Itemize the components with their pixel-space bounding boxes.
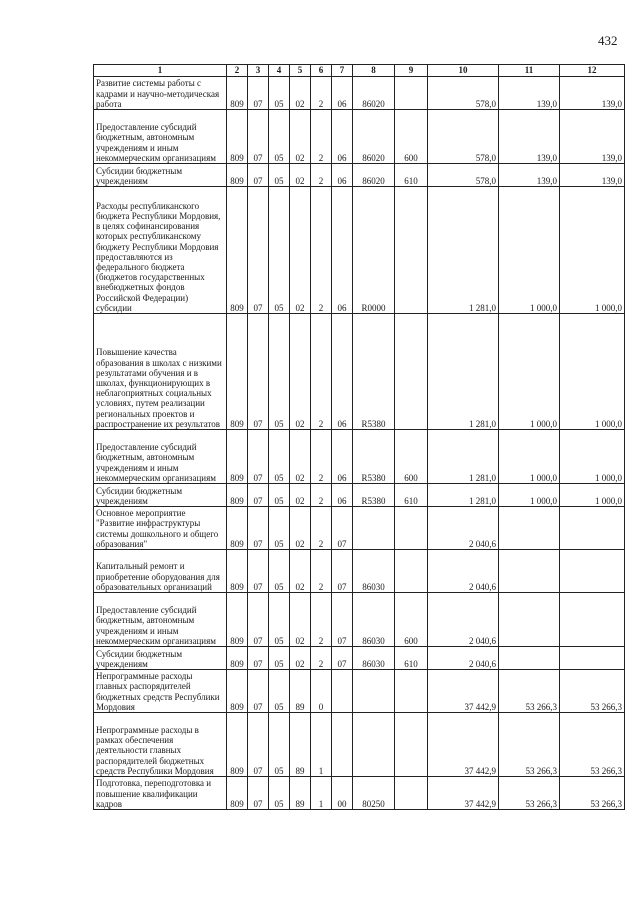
cell-amount-2020: 1 000,0 [499,187,560,314]
cell-type-code [395,777,428,810]
cell-expense-code: 86030 [353,550,395,593]
cell-section: 07 [248,430,269,484]
table-row [94,164,625,187]
cell-type-code [395,77,428,110]
header-row [94,65,625,77]
cell-event: 07 [332,507,353,550]
table-row [94,550,625,593]
cell-amount-2019: 37 442,9 [428,713,499,777]
cell-program: 02 [290,77,311,110]
cell-expense-code: R5380 [353,430,395,484]
cell-amount-2019: 1 281,0 [428,484,499,507]
cell-type-code [395,187,428,314]
cell-subprogram: 2 [311,593,332,647]
cell-name: Субсидии бюджетным учреждениям [94,164,227,187]
table-row [94,314,625,430]
cell-gov-code: 809 [227,484,248,507]
table-body [94,77,625,810]
cell-type-code [395,713,428,777]
cell-gov-code: 809 [227,507,248,550]
cell-section: 07 [248,507,269,550]
cell-event: 07 [332,647,353,670]
cell-expense-code: 80250 [353,777,395,810]
cell-program: 02 [290,314,311,430]
cell-amount-2020: 1 000,0 [499,484,560,507]
cell-gov-code: 809 [227,314,248,430]
cell-amount-2020 [499,550,560,593]
cell-section: 07 [248,647,269,670]
cell-subsection: 05 [269,110,290,164]
cell-subprogram: 2 [311,187,332,314]
table-row [94,110,625,164]
cell-event: 07 [332,593,353,647]
cell-amount-2019: 37 442,9 [428,777,499,810]
cell-program: 89 [290,670,311,713]
cell-subprogram: 2 [311,77,332,110]
cell-amount-2019: 2 040,6 [428,550,499,593]
cell-type-code [395,314,428,430]
cell-amount-2019: 1 281,0 [428,187,499,314]
cell-subsection: 05 [269,484,290,507]
cell-subsection: 05 [269,187,290,314]
cell-amount-2021: 139,0 [560,77,625,110]
table-row [94,670,625,713]
table-row [94,777,625,810]
cell-amount-2021 [560,593,625,647]
cell-amount-2021: 53 266,3 [560,713,625,777]
cell-section: 07 [248,670,269,713]
cell-program: 02 [290,507,311,550]
cell-expense-code: 86030 [353,647,395,670]
column-header-4: 4 [269,65,290,77]
table-row [94,647,625,670]
cell-amount-2019: 578,0 [428,110,499,164]
cell-name: Расходы республиканского бюджета Республики Мордовия, в целях софинансирования которых республиканскому бюджету Республики Мордовия предоставляются из федерального бюджета (бюджетов государственных внебюджетных фондов Российской Федерации) субсидии [94,187,227,314]
cell-amount-2020: 139,0 [499,164,560,187]
cell-subprogram: 2 [311,647,332,670]
cell-amount-2021 [560,550,625,593]
cell-program: 02 [290,593,311,647]
column-header-12: 12 [560,65,625,77]
cell-type-code [395,507,428,550]
cell-amount-2021 [560,507,625,550]
cell-gov-code: 809 [227,713,248,777]
column-header-6: 6 [311,65,332,77]
cell-name: Капитальный ремонт и приобретение оборудования для образовательных организаций [94,550,227,593]
cell-amount-2019: 2 040,6 [428,593,499,647]
cell-name: Непрограммные расходы главных распорядителей бюджетных средств Республики Мордовия [94,670,227,713]
cell-name: Развитие системы работы с кадрами и научно-методическая работа [94,77,227,110]
cell-expense-code: 86020 [353,110,395,164]
cell-subprogram: 2 [311,314,332,430]
cell-expense-code: R5380 [353,484,395,507]
cell-event: 00 [332,777,353,810]
cell-amount-2021: 1 000,0 [560,430,625,484]
table-row [94,430,625,484]
cell-amount-2020 [499,507,560,550]
column-header-7: 7 [332,65,353,77]
cell-type-code [395,670,428,713]
cell-event [332,670,353,713]
column-header-10: 10 [428,65,499,77]
cell-expense-code: R0000 [353,187,395,314]
cell-subprogram: 0 [311,670,332,713]
cell-type-code: 600 [395,593,428,647]
cell-subsection: 05 [269,77,290,110]
cell-gov-code: 809 [227,670,248,713]
cell-event: 06 [332,164,353,187]
table-row [94,593,625,647]
cell-gov-code: 809 [227,777,248,810]
page-number: 432 [598,33,618,48]
cell-expense-code: 86020 [353,164,395,187]
cell-subprogram: 1 [311,713,332,777]
column-header-9: 9 [395,65,428,77]
cell-type-code [395,550,428,593]
cell-type-code: 610 [395,164,428,187]
cell-name: Основное мероприятие "Развитие инфраструктуры системы дошкольного и общего образования" [94,507,227,550]
table-row [94,484,625,507]
cell-event: 06 [332,77,353,110]
cell-subsection: 05 [269,164,290,187]
cell-expense-code: 86030 [353,593,395,647]
cell-event: 06 [332,187,353,314]
cell-amount-2019: 1 281,0 [428,430,499,484]
cell-amount-2020 [499,593,560,647]
cell-amount-2019: 578,0 [428,164,499,187]
cell-subprogram: 2 [311,164,332,187]
cell-section: 07 [248,550,269,593]
column-header-2: 2 [227,65,248,77]
cell-gov-code: 809 [227,430,248,484]
cell-section: 07 [248,314,269,430]
cell-amount-2020: 1 000,0 [499,314,560,430]
cell-subprogram: 2 [311,110,332,164]
cell-amount-2020: 53 266,3 [499,670,560,713]
budget-table [93,64,625,810]
cell-gov-code: 809 [227,550,248,593]
cell-gov-code: 809 [227,110,248,164]
column-header-5: 5 [290,65,311,77]
cell-amount-2021 [560,647,625,670]
cell-amount-2021: 139,0 [560,110,625,164]
table-row [94,713,625,777]
cell-name: Предоставление субсидий бюджетным, автономным учреждениям и иным некоммерческим организациям [94,430,227,484]
cell-name: Подготовка, переподготовка и повышение квалификации кадров [94,777,227,810]
cell-type-code: 600 [395,110,428,164]
cell-gov-code: 809 [227,647,248,670]
cell-section: 07 [248,777,269,810]
cell-subsection: 05 [269,777,290,810]
cell-amount-2021: 53 266,3 [560,777,625,810]
cell-name: Субсидии бюджетным учреждениям [94,647,227,670]
cell-expense-code [353,670,395,713]
column-header-8: 8 [353,65,395,77]
cell-name: Повышение качества образования в школах с низкими результатами обучения и в школах, функционирующих в неблагоприятных социальных условиях, путем реализации региональных проектов и распространение их результатов [94,314,227,430]
cell-amount-2021: 1 000,0 [560,484,625,507]
cell-subsection: 05 [269,314,290,430]
cell-program: 89 [290,777,311,810]
cell-gov-code: 809 [227,187,248,314]
cell-amount-2021: 1 000,0 [560,187,625,314]
cell-section: 07 [248,593,269,647]
cell-expense-code [353,713,395,777]
cell-name: Предоставление субсидий бюджетным, автономным учреждениям и иным некоммерческим организациям [94,593,227,647]
cell-amount-2020 [499,647,560,670]
cell-event: 06 [332,110,353,164]
cell-subprogram: 2 [311,484,332,507]
column-header-1: 1 [94,65,227,77]
cell-section: 07 [248,110,269,164]
cell-expense-code [353,507,395,550]
table-row [94,187,625,314]
cell-gov-code: 809 [227,164,248,187]
cell-program: 02 [290,430,311,484]
cell-type-code: 600 [395,430,428,484]
cell-amount-2019: 578,0 [428,77,499,110]
cell-program: 02 [290,484,311,507]
cell-gov-code: 809 [227,77,248,110]
cell-name: Субсидии бюджетным учреждениям [94,484,227,507]
cell-program: 89 [290,713,311,777]
column-header-11: 11 [499,65,560,77]
cell-subsection: 05 [269,550,290,593]
cell-subsection: 05 [269,647,290,670]
cell-event: 06 [332,430,353,484]
cell-subprogram: 2 [311,430,332,484]
cell-amount-2021: 139,0 [560,164,625,187]
cell-subsection: 05 [269,507,290,550]
cell-gov-code: 809 [227,593,248,647]
cell-event: 07 [332,550,353,593]
cell-amount-2019: 1 281,0 [428,314,499,430]
cell-section: 07 [248,187,269,314]
cell-expense-code: R5380 [353,314,395,430]
cell-amount-2020: 53 266,3 [499,713,560,777]
column-header-3: 3 [248,65,269,77]
cell-amount-2020: 53 266,3 [499,777,560,810]
cell-type-code: 610 [395,647,428,670]
cell-amount-2021: 1 000,0 [560,314,625,430]
cell-program: 02 [290,647,311,670]
cell-subsection: 05 [269,670,290,713]
cell-subprogram: 2 [311,550,332,593]
cell-program: 02 [290,187,311,314]
cell-subsection: 05 [269,430,290,484]
cell-amount-2019: 2 040,6 [428,647,499,670]
cell-section: 07 [248,77,269,110]
table-row [94,77,625,110]
cell-amount-2020: 1 000,0 [499,430,560,484]
cell-program: 02 [290,550,311,593]
cell-section: 07 [248,713,269,777]
cell-subprogram: 1 [311,777,332,810]
cell-amount-2021: 53 266,3 [560,670,625,713]
table-row [94,507,625,550]
cell-subsection: 05 [269,593,290,647]
cell-name: Предоставление субсидий бюджетным, автономным учреждениям и иным некоммерческим организациям [94,110,227,164]
cell-amount-2020: 139,0 [499,77,560,110]
cell-name: Непрограммные расходы в рамках обеспечения деятельности главных распорядителей бюджетных средств Республики Мордовия [94,713,227,777]
cell-section: 07 [248,484,269,507]
cell-amount-2019: 37 442,9 [428,670,499,713]
cell-event [332,713,353,777]
cell-section: 07 [248,164,269,187]
cell-amount-2020: 139,0 [499,110,560,164]
cell-amount-2019: 2 040,6 [428,507,499,550]
cell-subprogram: 2 [311,507,332,550]
cell-event: 06 [332,484,353,507]
cell-expense-code: 86020 [353,77,395,110]
cell-program: 02 [290,110,311,164]
cell-subsection: 05 [269,713,290,777]
cell-program: 02 [290,164,311,187]
cell-event: 06 [332,314,353,430]
cell-type-code: 610 [395,484,428,507]
